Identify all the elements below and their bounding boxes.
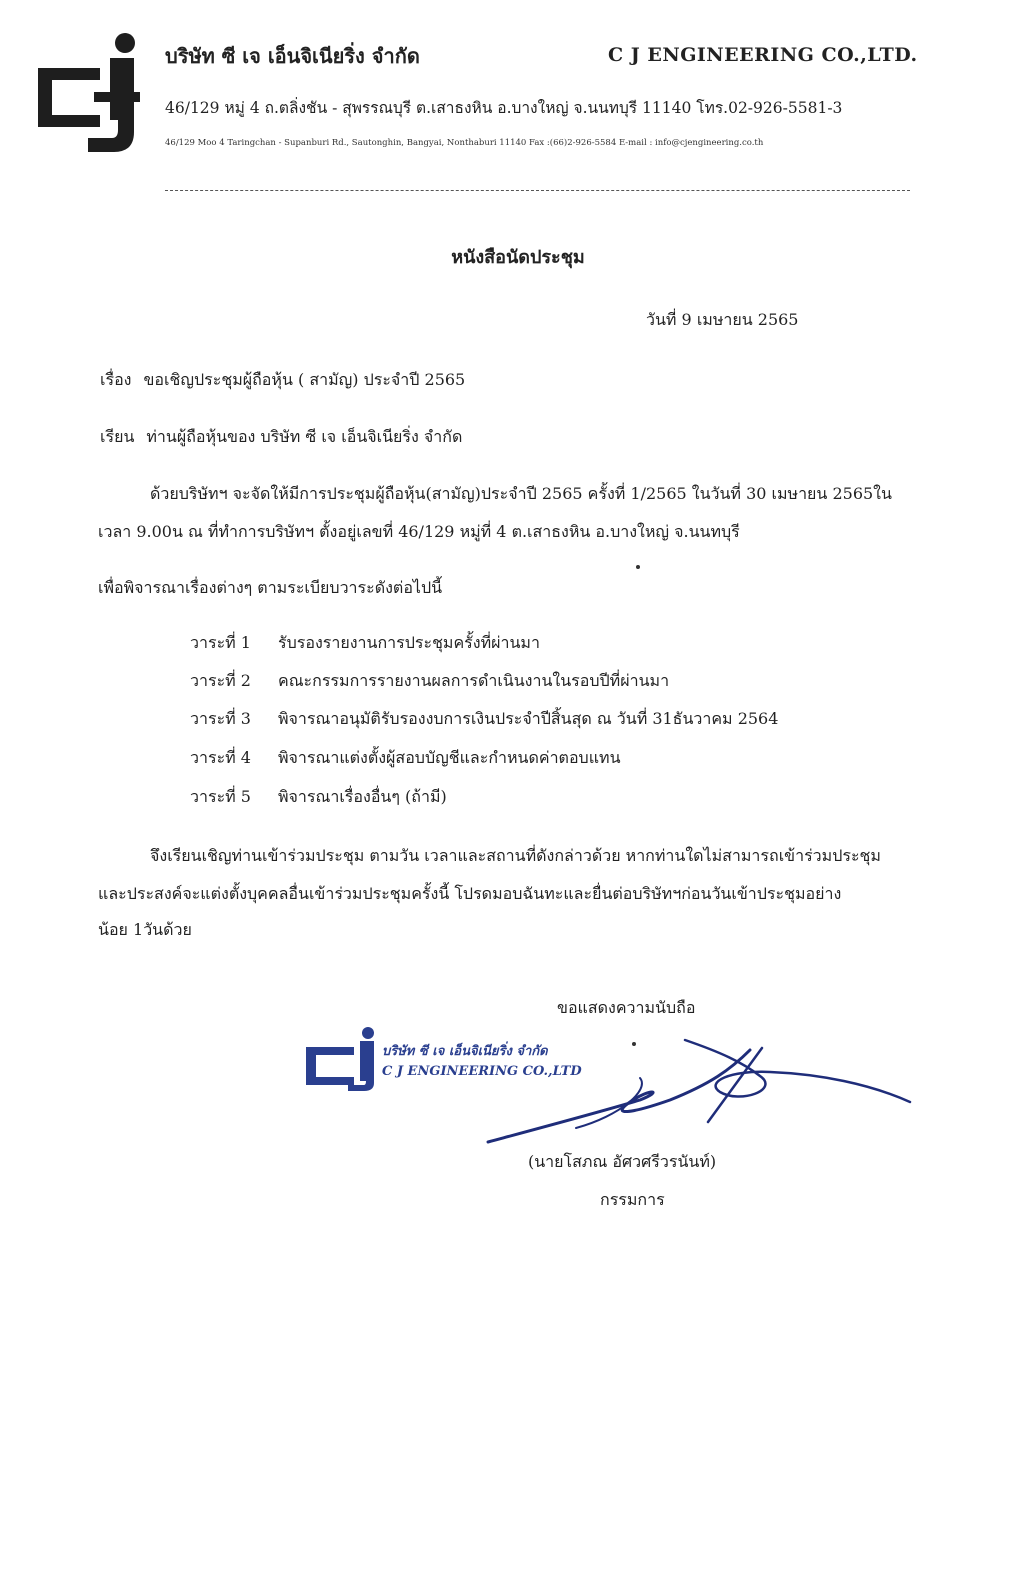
stray-dot: [632, 1042, 636, 1046]
agenda-item: [190, 785, 447, 810]
agenda-text: คณะกรรมการรายงานผลการดำเนินงานในรอบปีที่ผ่านมา: [278, 671, 670, 690]
cj-logo-icon: [28, 30, 148, 155]
handwritten-signature: [480, 1030, 920, 1150]
agenda-item: [190, 746, 621, 771]
recipient-label: เรียน: [100, 427, 135, 446]
regards-text: ขอแสดงความนับถือ: [557, 998, 696, 1017]
document-date: วันที่ 9 เมษายน 2565: [646, 310, 799, 329]
agenda-text: พิจารณาอนุมัติรับรองงบการเงินประจำปีสิ้นสุด ณ วันที่ 31ธันวาคม 2564: [278, 709, 779, 728]
stamp-company-thai: บริษัท ซี เจ เอ็นจิเนียริ่ง จำกัด: [382, 1044, 548, 1059]
address-thai: 46/129 หมู่ 4 ถ.ตลิ่งชัน - สุพรรณบุรี ต.เสาธงหิน อ.บางใหญ่ จ.นนทบุรี 11140 โทร.02-926-5581-3: [165, 99, 843, 117]
signer-title: กรรมการ: [600, 1190, 665, 1209]
agenda-number: วาระที่ 5: [190, 787, 251, 806]
recipient-line: [100, 425, 462, 450]
agenda-number: วาระที่ 1: [190, 633, 251, 652]
closing-paragraph-line: และประสงค์จะแต่งตั้งบุคคลอื่นเข้าร่วมประชุมครั้งนี้ โปรดมอบฉันทะและยื่นต่อบริษัทฯก่อนวันเข้าประชุมอย่าง: [98, 884, 842, 903]
intro-paragraph-line: เวลา 9.00น ณ ที่ทำการบริษัทฯ ตั้งอยู่เลขที่ 46/129 หมู่ที่ 4 ต.เสาธงหิน อ.บางใหญ่ จ.นนทบุรี: [98, 522, 740, 541]
recipient-text: ท่านผู้ถือหุ้นของ บริษัท ซี เจ เอ็นจิเนียริ่ง จำกัด: [146, 427, 463, 446]
agenda-item: [190, 669, 669, 694]
closing-paragraph-line: จึงเรียนเชิญท่านเข้าร่วมประชุม ตามวัน เวลาและสถานที่ดังกล่าวด้วย หากท่านใดไม่สามารถเข้าร่วมประชุม: [150, 846, 881, 865]
agenda-number: วาระที่ 2: [190, 671, 251, 690]
subject-label: เรื่อง: [100, 370, 132, 389]
company-name-thai: บริษัท ซี เจ เอ็นจิเนียริ่ง จำกัด: [165, 44, 420, 68]
company-name-english: C J ENGINEERING CO.,LTD.: [608, 44, 918, 66]
agenda-item: [190, 707, 778, 732]
address-english: 46/129 Moo 4 Taringchan - Supanburi Rd., Sautonghin, Bangyai, Nonthaburi 11140 Fax :(66)2-926-5584 E-mail : info@cjengineering.co.th: [165, 138, 764, 148]
subject-text: ขอเชิญประชุมผู้ถือหุ้น ( สามัญ) ประจำปี 2565: [143, 370, 466, 389]
agenda-number: วาระที่ 4: [190, 748, 251, 767]
stamp-company-english: C J ENGINEERING CO.,LTD: [382, 1064, 582, 1079]
intro-paragraph-line: ด้วยบริษัทฯ จะจัดให้มีการประชุมผู้ถือหุ้น(สามัญ)ประจำปี 2565 ครั้งที่ 1/2565 ในวันที่ 30 เมษายน 2565ใน: [150, 484, 892, 503]
closing-paragraph-line: น้อย 1วันด้วย: [98, 920, 192, 939]
agenda-text: พิจารณาเรื่องอื่นๆ (ถ้ามี): [278, 787, 447, 806]
document-title: หนังสือนัดประชุม: [451, 247, 585, 268]
agenda-number: วาระที่ 3: [190, 709, 251, 728]
agenda-item: [190, 631, 540, 656]
agenda-intro: เพื่อพิจารณาเรื่องต่างๆ ตามระเบียบวาระดังต่อไปนี้: [98, 578, 443, 597]
subject-line: [100, 368, 465, 393]
header-divider: [165, 190, 910, 191]
agenda-text: พิจารณาแต่งตั้งผู้สอบบัญชีและกำหนดค่าตอบแทน: [278, 748, 621, 767]
agenda-text: รับรองรายงานการประชุมครั้งที่ผ่านมา: [278, 633, 540, 652]
signer-name: (นายโสภณ อัศวศรีวรนันท์): [528, 1152, 717, 1171]
stray-dot: [636, 565, 640, 569]
